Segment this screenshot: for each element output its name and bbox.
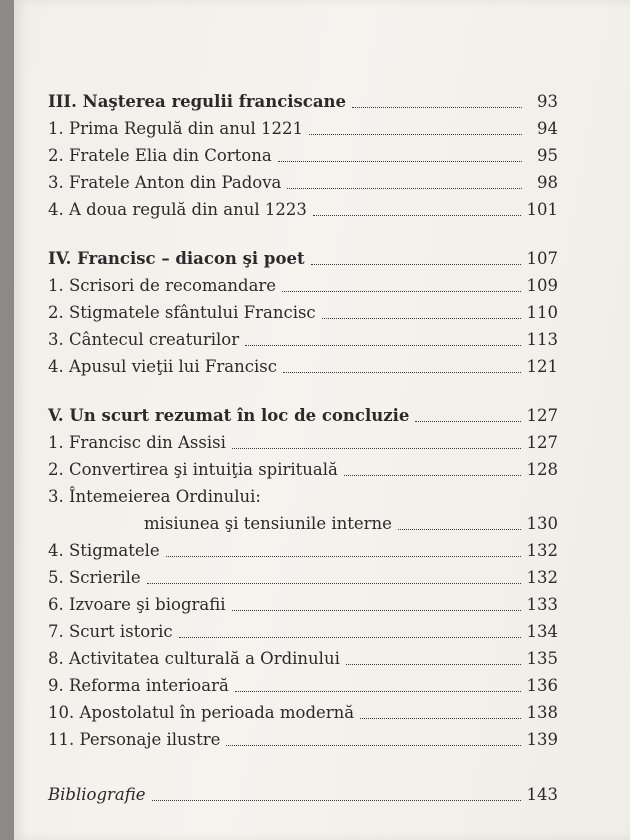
toc-page-number: 136 [526,676,558,695]
toc-leader-dots [360,718,520,719]
toc-entry-label: 3. Fratele Anton din Padova [48,173,282,192]
toc-heading-label: IV. Francisc – diacon şi poet [48,249,305,268]
toc-leader-dots [283,372,521,373]
toc-entry-label: 2. Fratele Elia din Cortona [48,146,272,165]
toc-entry [48,672,558,699]
toc-leader-dots [309,134,522,135]
toc-page-number: 94 [537,119,558,138]
toc-page-number: 121 [526,357,558,376]
toc-entry-label: 1. Scrisori de recomandare [48,276,277,295]
toc-page-number: 95 [537,146,558,165]
toc-entry-continuation [48,510,558,537]
toc-leader-dots [311,264,521,265]
toc-leader-dots [166,556,521,557]
toc-heading-label: V. Un scurt rezumat în loc de concluzie [48,406,410,425]
toc-leader-dots [282,291,520,292]
toc-entry-label: 10. Apostolatul în perioada modernă [48,703,355,722]
toc-entry-label: 3. Întemeierea Ordinului: [48,487,261,506]
toc-page-number: 128 [526,460,558,479]
toc-entry-label: 3. Cântecul creaturilor [48,330,240,349]
toc-page-number: 138 [526,703,558,722]
book-page [14,0,630,840]
toc-leader-dots [352,107,522,108]
toc-leader-dots [226,745,520,746]
toc-leader-dots [346,664,521,665]
section-spacer [48,380,558,402]
toc-entry-label: 2. Convertirea şi intuiţia spirituală [48,460,338,479]
toc-page-number: 133 [526,595,558,614]
toc-entry [48,142,558,169]
toc-entry-label: 8. Activitatea culturală a Ordinului [48,649,340,668]
toc-page-number: 98 [537,173,558,192]
toc-bibliography [48,781,558,808]
toc-entry-label: 9. Reforma interioară [48,676,229,695]
toc-entry [48,726,558,753]
toc-entry-label: 11. Personaje ilustre [48,730,221,749]
toc-entry [48,591,558,618]
toc-entry-label-continued: misiunea şi tensiunile interne [144,514,392,533]
toc-entry [48,645,558,672]
toc-bibliography-label: Bibliografie [48,785,146,804]
toc-page-number: 127 [526,406,558,425]
toc-page-number: 135 [526,649,558,668]
toc-page-number: 139 [526,730,558,749]
toc-page-number: 113 [526,330,558,349]
toc-leader-dots [179,637,521,638]
toc-entry-label: 4. A doua regulă din anul 1223 [48,200,307,219]
toc-entry [48,326,558,353]
toc-page-number: 110 [526,303,558,322]
toc-page-number: 109 [526,276,558,295]
toc-page-number: 132 [526,541,558,560]
toc-entry [48,537,558,564]
toc-leader-dots [278,161,522,162]
toc-entry-label: 4. Apusul vieţii lui Francisc [48,357,277,376]
toc-leader-dots [415,421,520,422]
toc-leader-dots [287,188,522,189]
toc-leader-dots [313,215,521,216]
toc-leader-dots [232,448,521,449]
toc-entry [48,618,558,645]
section-spacer [48,223,558,245]
toc-page-number: 93 [537,92,558,111]
toc-entry [48,353,558,380]
toc-entry [48,456,558,483]
toc-leader-dots [147,583,521,584]
toc-heading-iv [48,245,558,272]
toc-entry-first-line [48,483,558,510]
toc-entry-label: 5. Scrierile [48,568,141,587]
toc-entry-label: 4. Stigmatele [48,541,160,560]
toc-page-number: 101 [526,200,558,219]
toc-entry-label: 7. Scurt istoric [48,622,173,641]
toc-entry-label: 2. Stigmatele sfântului Francisc [48,303,316,322]
toc-entry [48,429,558,456]
toc-entry-label: 6. Izvoare şi biografii [48,595,226,614]
toc-page-number: 134 [526,622,558,641]
toc-entry [48,196,558,223]
toc-leader-dots [152,800,521,801]
toc-leader-dots [344,475,521,476]
toc-leader-dots [232,610,521,611]
toc-entry [48,699,558,726]
toc-entry-label: 1. Prima Regulă din anul 1221 [48,119,304,138]
toc-page-number: 132 [526,568,558,587]
section-spacer [48,753,558,781]
toc-leader-dots [398,529,521,530]
toc-entry [48,272,558,299]
toc-leader-dots [322,318,521,319]
toc-entry [48,115,558,142]
toc-page-number: 107 [526,249,558,268]
toc-page-number: 127 [526,433,558,452]
toc-page-number: 130 [526,514,558,533]
toc-entry [48,564,558,591]
toc-entry [48,299,558,326]
toc-heading-iii [48,88,558,115]
toc-leader-dots [235,691,521,692]
toc-entry-label: 1. Francisc din Assisi [48,433,226,452]
toc-page-number: 143 [526,785,558,804]
toc-heading-label: III. Naşterea regulii franciscane [48,92,347,111]
table-of-contents [48,88,558,808]
toc-entry [48,169,558,196]
toc-heading-v [48,402,558,429]
toc-leader-dots [245,345,520,346]
